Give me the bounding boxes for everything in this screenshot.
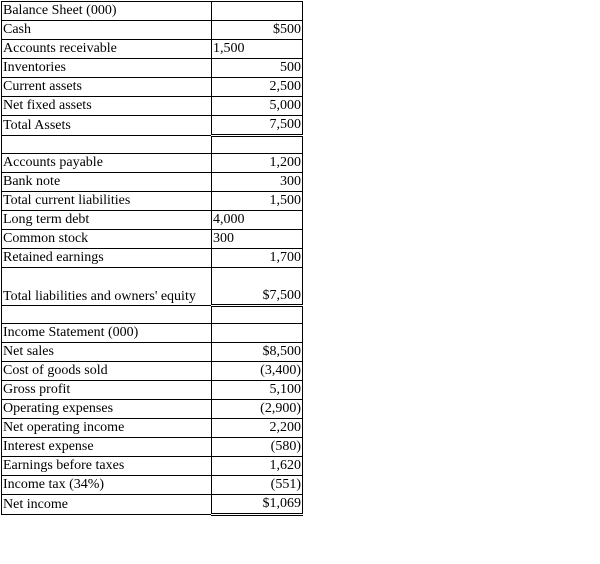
- table-row: [2, 249, 303, 268]
- table-row: [2, 78, 303, 97]
- row-value: 1,620: [212, 457, 303, 476]
- row-value: 1,500: [212, 192, 303, 211]
- table-row: [2, 457, 303, 476]
- row-value: 4,000: [212, 211, 303, 230]
- title-value-cell: [212, 324, 303, 343]
- table-row: [2, 343, 303, 362]
- spacer-cell: [212, 306, 303, 324]
- row-label: Net sales: [2, 343, 212, 362]
- table-row: [2, 400, 303, 419]
- table-row: [2, 381, 303, 400]
- row-value: $7,500: [212, 268, 303, 306]
- table-row: [2, 419, 303, 438]
- row-label: Total current liabilities: [2, 192, 212, 211]
- row-value: 5,100: [212, 381, 303, 400]
- table-row: [2, 362, 303, 381]
- row-label: Earnings before taxes: [2, 457, 212, 476]
- row-label: Net income: [2, 495, 212, 515]
- row-value: 1,200: [212, 154, 303, 173]
- row-value: 7,500: [212, 116, 303, 136]
- income-statement-title-row: [2, 324, 303, 343]
- table-row: [2, 59, 303, 78]
- row-label: Long term debt: [2, 211, 212, 230]
- row-value: 1,700: [212, 249, 303, 268]
- table-row: [2, 97, 303, 116]
- title-value-cell: [212, 2, 303, 21]
- row-label: Retained earnings: [2, 249, 212, 268]
- row-label: Income tax (34%): [2, 476, 212, 495]
- row-value: 1,500: [212, 40, 303, 59]
- row-value: (2,900): [212, 400, 303, 419]
- row-label: Inventories: [2, 59, 212, 78]
- row-value: 500: [212, 59, 303, 78]
- row-label: Accounts receivable: [2, 40, 212, 59]
- row-label: Total liabilities and owners' equity: [2, 268, 212, 306]
- table-row: [2, 116, 303, 136]
- row-label: Cost of goods sold: [2, 362, 212, 381]
- row-label: Cash: [2, 21, 212, 40]
- row-value: $1,069: [212, 495, 303, 515]
- table-row: [2, 268, 303, 306]
- income-statement-title: Income Statement (000): [2, 324, 212, 343]
- spacer-cell: [2, 306, 212, 324]
- balance-sheet-title-row: [2, 2, 303, 21]
- table-row: [2, 476, 303, 495]
- row-label: Total Assets: [2, 116, 212, 136]
- row-value: 5,000: [212, 97, 303, 116]
- spacer-cell: [2, 136, 212, 154]
- row-label: Interest expense: [2, 438, 212, 457]
- table-row: [2, 40, 303, 59]
- row-label: Common stock: [2, 230, 212, 249]
- row-value: (580): [212, 438, 303, 457]
- row-label: Accounts payable: [2, 154, 212, 173]
- table-row: [2, 173, 303, 192]
- row-value: (3,400): [212, 362, 303, 381]
- financial-statements-table: [1, 1, 303, 516]
- row-label: Bank note: [2, 173, 212, 192]
- row-label: Current assets: [2, 78, 212, 97]
- row-label: Operating expenses: [2, 400, 212, 419]
- table-row: [2, 438, 303, 457]
- table-row: [2, 495, 303, 515]
- table-row: [2, 154, 303, 173]
- balance-sheet-title: Balance Sheet (000): [2, 2, 212, 21]
- row-value: $8,500: [212, 343, 303, 362]
- row-value: $500: [212, 21, 303, 40]
- row-label: Net operating income: [2, 419, 212, 438]
- row-label: Net fixed assets: [2, 97, 212, 116]
- row-value: 2,500: [212, 78, 303, 97]
- spacer-row: [2, 306, 303, 324]
- spacer-row: [2, 136, 303, 154]
- spacer-cell: [212, 136, 303, 154]
- table-row: [2, 192, 303, 211]
- table-row: [2, 21, 303, 40]
- row-value: 300: [212, 230, 303, 249]
- row-value: 300: [212, 173, 303, 192]
- table-row: [2, 211, 303, 230]
- table-row: [2, 230, 303, 249]
- row-label: Gross profit: [2, 381, 212, 400]
- row-value: (551): [212, 476, 303, 495]
- row-value: 2,200: [212, 419, 303, 438]
